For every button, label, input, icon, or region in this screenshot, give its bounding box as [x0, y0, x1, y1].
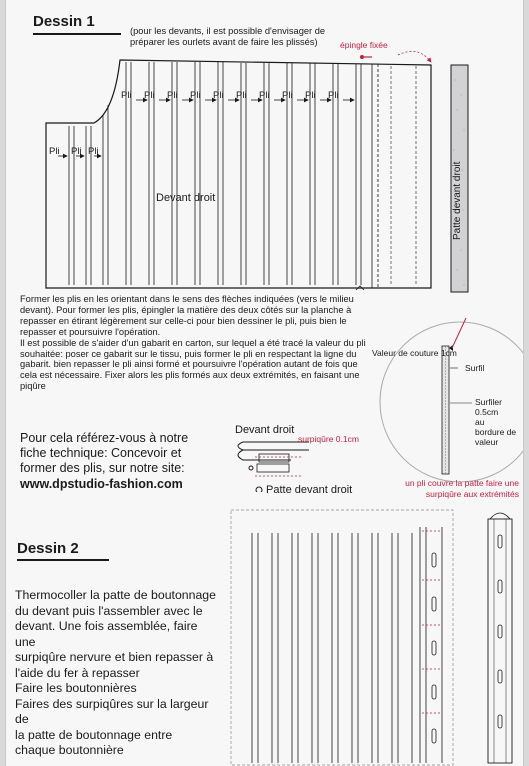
dessin1-pattern-drawing: [6, 0, 523, 300]
pli-label: Pli: [305, 90, 316, 101]
pli-label: Pli: [144, 90, 155, 101]
patte-assembly-label: Patte devant droit: [266, 484, 353, 496]
devant-droit-assembly-label: Devant droit: [235, 424, 295, 436]
instruction-page: [6, 0, 523, 766]
website-link[interactable]: www.dpstudio-fashion.com: [20, 476, 183, 491]
instructions-para1: Former les plis en les orientant dans le sens des flèches indiquées (vers le milieu devant). Pour former les plis, épingler la matière des deux côtés sur la planche à repasser en étirant légèrement sur celle-ci pour bien dessiner le pli, puis bien le repasser et poursuivre l'opération.: [20, 294, 354, 337]
instructions-para2: Il est possible de s'aider d'un gabarit en carton, sur lequel a été tracé la valeur du pli souhaitée: poser ce gabarit sur le tissu, puis former le pli en respectant la ligne du gabarit. bien repasser le pli ainsi formé et poursuivre l'opération autant de fois que cela est nécessaire. Fixer alors les plis formés aux deux extrémités, en faisant une piqûre: [20, 337, 366, 392]
pli-label: Pli: [259, 90, 270, 101]
buttonhole-icons: [432, 553, 436, 743]
instructions-block: [20, 294, 370, 392]
pli-label: Pli: [236, 90, 247, 101]
pli-label: Pli: [328, 90, 339, 101]
dessin2-drawing: [226, 505, 523, 766]
reference-block: Pour cela référez-vous à notre fiche technique: Concevoir et former des plis, sur notre site: www.dpstudio-fashion.com: [20, 431, 225, 492]
patte-label: Patte devant droit: [452, 161, 463, 240]
pli-label: Pli: [71, 146, 82, 157]
hem-fold-arrow: [398, 51, 431, 62]
pli-label: Pli: [121, 90, 132, 101]
pli-label: Pli: [167, 90, 178, 101]
pin-label: épingle fixée: [340, 40, 388, 50]
pli-label: Pli: [49, 146, 60, 157]
dessin1-title: Dessin 1: [33, 13, 95, 30]
pli-label: Pli: [213, 90, 224, 101]
pli-note: un pli couvre la patte faire une surpiqûre aux extrémités: [405, 478, 519, 499]
dessin2-title: Dessin 2: [17, 540, 79, 557]
pli-label: Pli: [190, 90, 201, 101]
devant-droit-label: Devant droit: [156, 192, 216, 204]
surfil-label: Surfil: [465, 363, 485, 373]
pli-label: Pli: [282, 90, 293, 101]
valeur-couture-label: Valeur de couture 1cm: [372, 348, 457, 358]
dessin2-title-underline: [17, 559, 109, 561]
surfiler-label: Surfiler 0.5cm au bordure de valeur: [475, 397, 517, 447]
dessin1-note: (pour les devants, il est possible d'envisager de préparer les ourlets avant de faire les plissés): [130, 26, 326, 47]
pli-label: Pli: [88, 146, 99, 157]
dessin2-instructions: Thermocoller la patte de boutonnage du devant puis l'assembler avec le devant. Une fois assemblée, faire une surpiqûre nervure et bien repasser à l'aide du fer à repasser Faire les boutonnières Faires des surpiqûres sur la largeur de la patte de boutonnage entre chaque boutonnière: [15, 588, 216, 757]
surpiqure-label: surpiqûre 0.1cm: [298, 434, 359, 444]
pin-icon: [360, 55, 372, 59]
